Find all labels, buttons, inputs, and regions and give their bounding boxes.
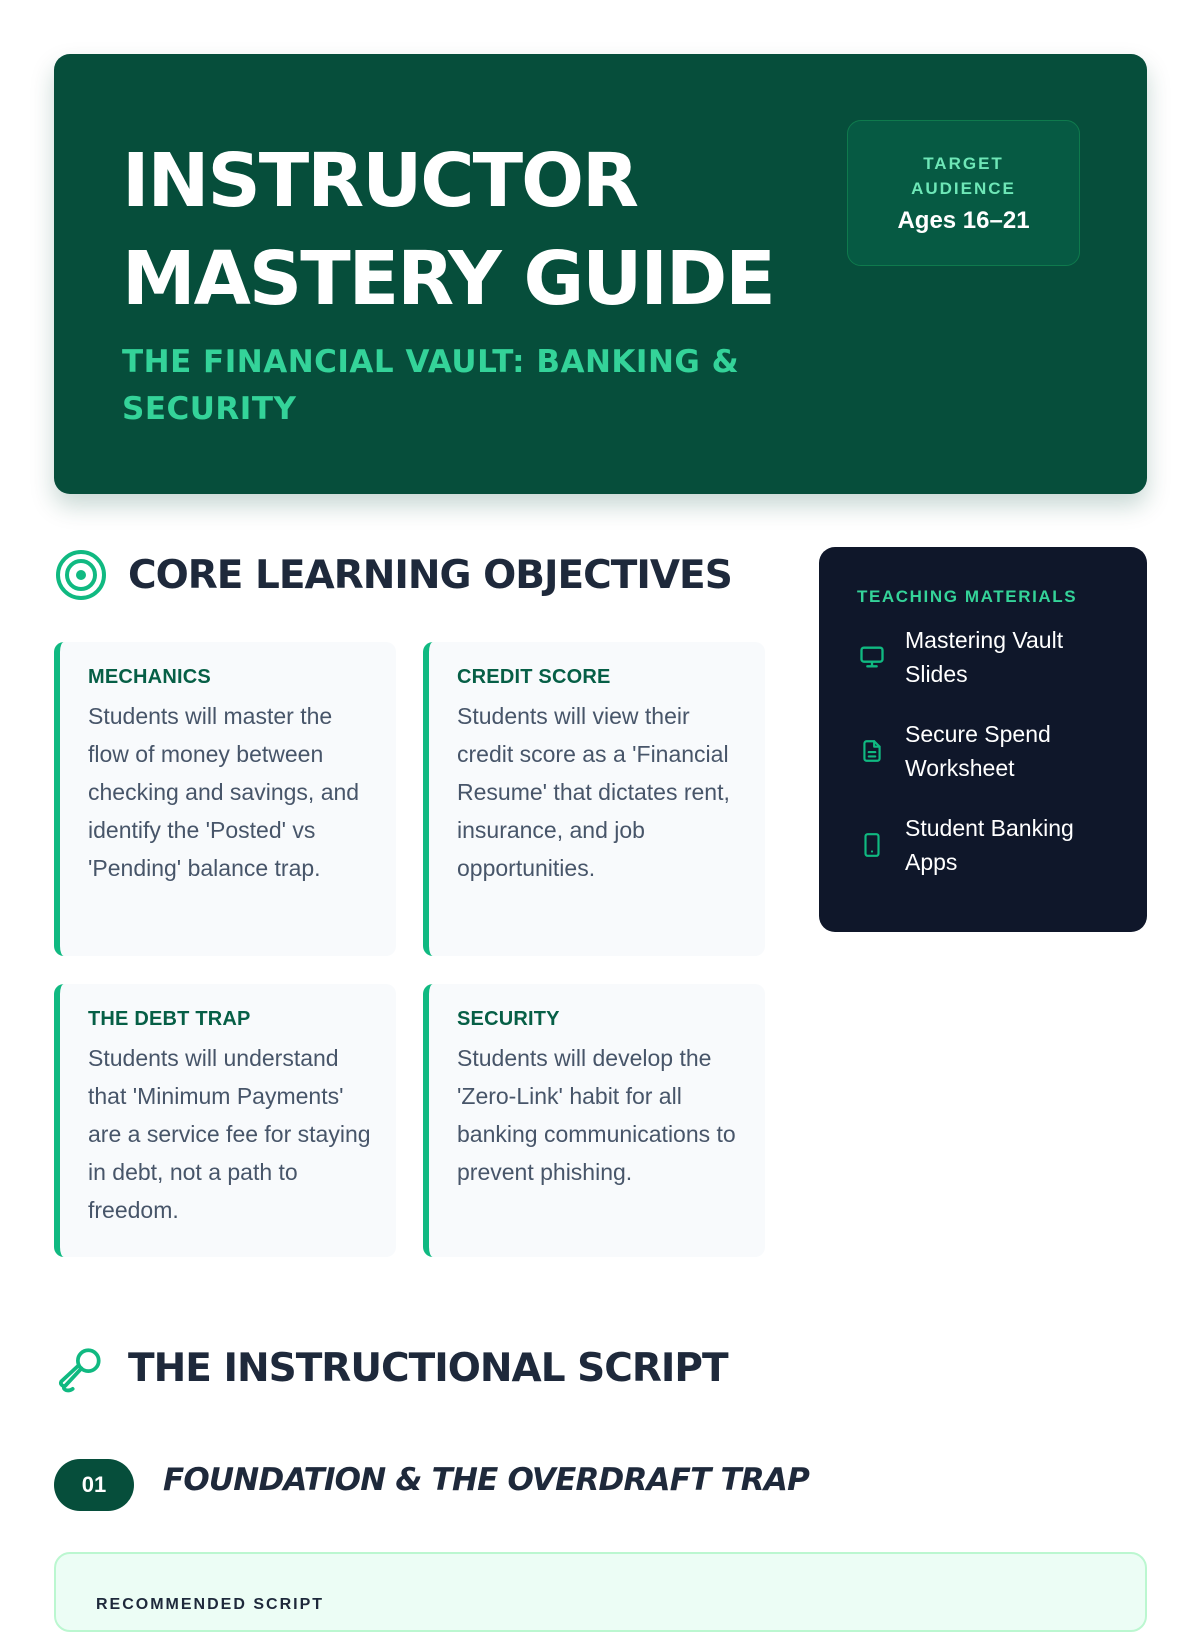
monitor-icon	[857, 642, 887, 672]
step-title: FOUNDATION & THE OVERDRAFT TRAP	[163, 1462, 809, 1498]
material-item-worksheet[interactable]	[857, 717, 1109, 785]
objective-card-body: Students will master the flow of money between checking and savings, and identify the 'Posted' vs 'Pending' balance trap.	[88, 703, 360, 881]
audience-label: TARGET AUDIENCE	[911, 154, 1016, 198]
script-box-label: RECOMMENDED SCRIPT	[96, 1596, 325, 1613]
page-subtitle: THE FINANCIAL VAULT: BANKING & SECURITY	[122, 344, 740, 427]
material-item-apps[interactable]	[857, 811, 1109, 879]
objective-card-security	[423, 984, 765, 1257]
phone-icon	[857, 830, 887, 860]
teaching-materials-panel	[819, 547, 1147, 932]
recommended-script-box	[54, 1552, 1147, 1632]
material-item-label: Mastering Vault Slides	[905, 627, 1064, 687]
material-item-slides[interactable]	[857, 623, 1109, 691]
objective-card-body: Students will develop the 'Zero-Link' habit for all banking communications to prevent phishing.	[457, 1045, 736, 1185]
page-title: INSTRUCTOR MASTERY GUIDE	[122, 138, 774, 322]
objective-card-body: Students will view their credit score as a 'Financial Resume' that dictates rent, insurance, and job opportunities.	[457, 703, 730, 881]
script-heading	[54, 1341, 728, 1395]
document-icon	[857, 736, 887, 766]
microphone-icon	[54, 1341, 108, 1395]
material-item-label: Student Banking Apps	[905, 815, 1074, 875]
objective-card-mechanics	[54, 642, 396, 956]
material-item-label: Secure Spend Worksheet	[905, 721, 1051, 781]
target-icon	[54, 548, 108, 602]
step-number-badge: 01	[54, 1459, 134, 1511]
script-title: THE INSTRUCTIONAL SCRIPT	[128, 1345, 728, 1391]
hero-banner	[54, 54, 1147, 494]
materials-label: TEACHING MATERIALS	[857, 587, 1078, 606]
objectives-title: CORE LEARNING OBJECTIVES	[128, 552, 732, 598]
objective-card-debt-trap	[54, 984, 396, 1257]
objective-card-title: THE DEBT TRAP	[88, 1008, 251, 1030]
objective-card-body: Students will understand that 'Minimum Payments' are a service fee for staying in debt, not a path to freedom.	[88, 1045, 371, 1223]
objectives-heading	[54, 548, 732, 602]
objective-card-title: CREDIT SCORE	[457, 666, 611, 688]
objective-card-title: MECHANICS	[88, 666, 211, 688]
audience-value: Ages 16–21	[897, 207, 1030, 234]
objective-card-credit-score	[423, 642, 765, 956]
target-audience-badge	[847, 120, 1080, 266]
objective-card-title: SECURITY	[457, 1008, 560, 1030]
